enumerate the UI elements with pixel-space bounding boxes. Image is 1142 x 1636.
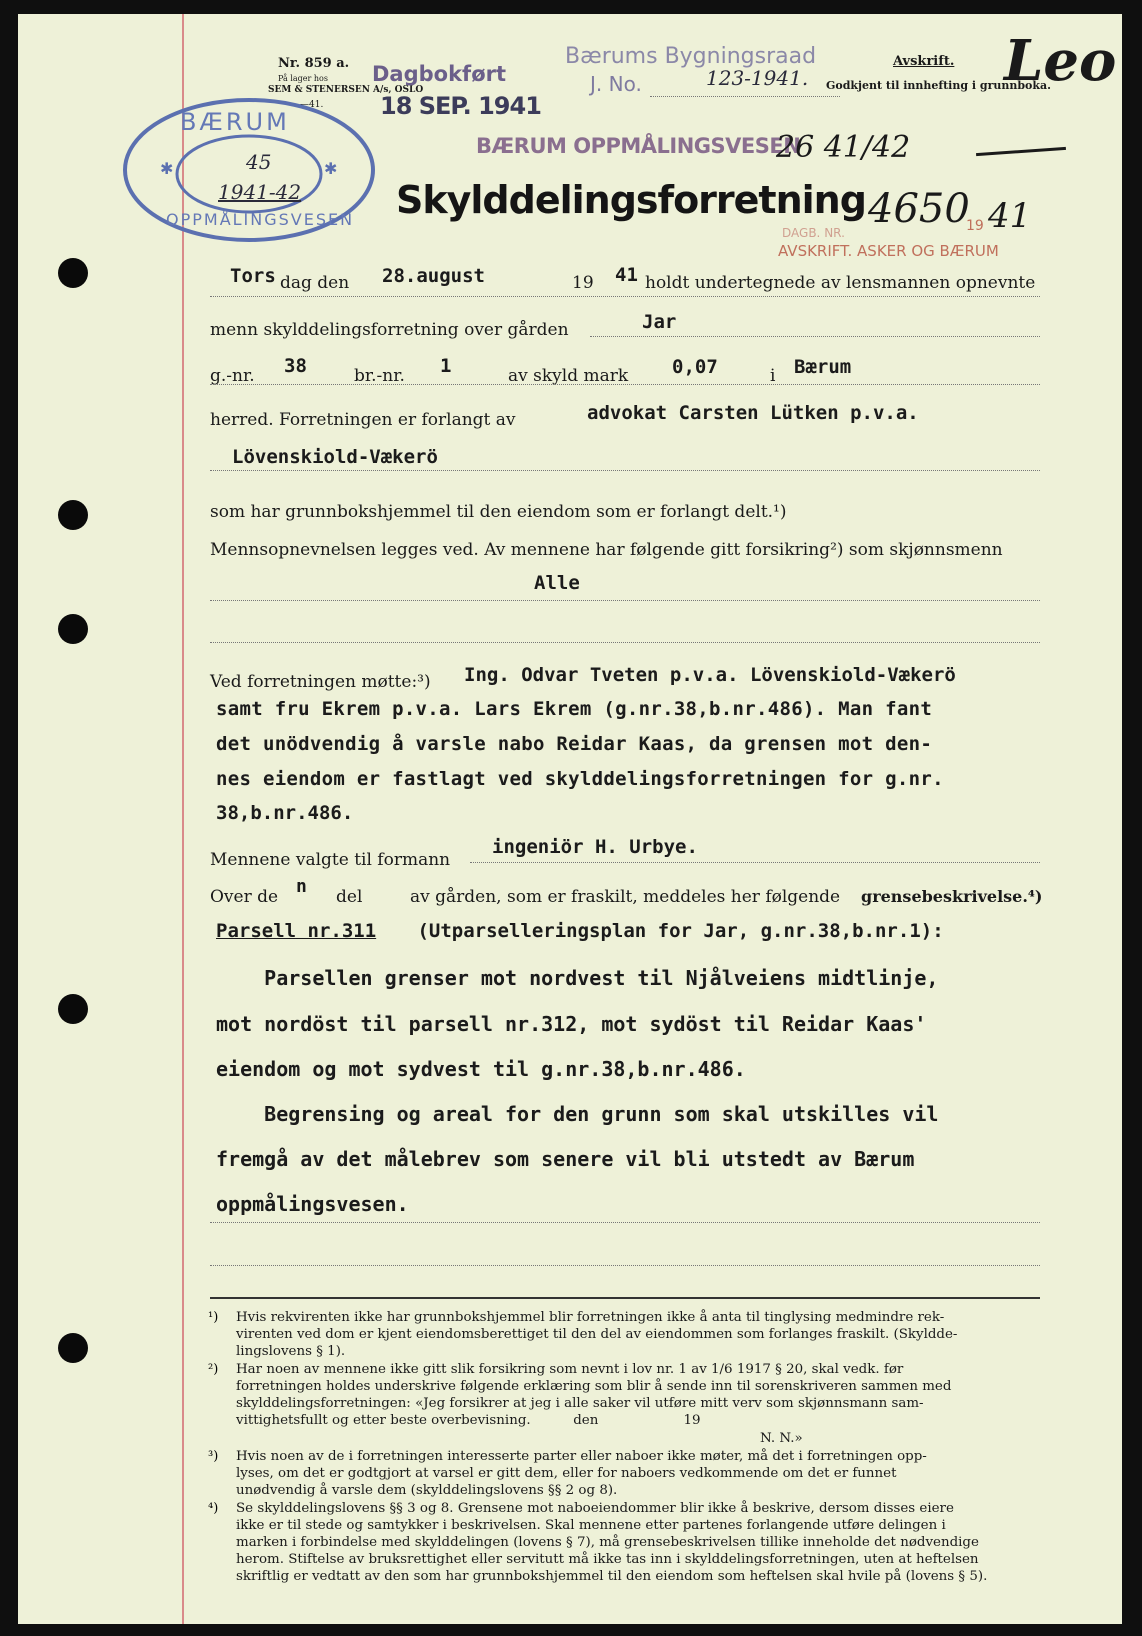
i-label: i bbox=[770, 366, 776, 386]
mote-label: Ved forretningen møtte:³) bbox=[210, 672, 431, 692]
mote-line: nes eiendom er fastlagt ved skylddelingsforretningen for g.nr. bbox=[216, 768, 944, 790]
line-dots bbox=[210, 1222, 1040, 1223]
line-dots bbox=[210, 600, 1040, 601]
dagb-year: 41 bbox=[988, 196, 1032, 236]
day-prefix: Tors bbox=[230, 265, 276, 287]
forsikring-value: Alle bbox=[534, 572, 580, 594]
line1-tail: holdt undertegnede av lensmannen opnevnte bbox=[645, 273, 1036, 293]
line-dots bbox=[210, 642, 1040, 643]
bygningsraad-stamp: Bærums Bygningsraad bbox=[565, 44, 817, 69]
line-dots bbox=[470, 862, 1040, 863]
desc-line: oppmålingsvesen. bbox=[216, 1192, 409, 1216]
avskrift-stamp: AVSKRIFT. ASKER OG BÆRUM bbox=[778, 242, 999, 260]
footnote-line: vittighetsfullt og etter beste overbevisning. den 19 bbox=[236, 1413, 701, 1428]
mote-line: Ing. Odvar Tveten p.v.a. Lövenskiold-Vækerö bbox=[464, 664, 956, 686]
footnote-line: ikke er til stede og samtykker i beskrivelsen. Skal mennene etter partenes forlangende utføre delingen i bbox=[236, 1518, 946, 1533]
footnote-line: lyses, om det er godtgjort at varsel er gitt dem, eller for naboers vedkommende om det er funnet bbox=[236, 1466, 897, 1481]
mennsop-line: Mennsopnevnelsen legges ved. Av mennene har følgende gitt forsikring²) som skjønnsmenn bbox=[210, 540, 1003, 560]
mote-line: samt fru Ekrem p.v.a. Lars Ekrem (g.nr.38,b.nr.486). Man fant bbox=[216, 698, 933, 720]
footnote-line: lingslovens § 1). bbox=[236, 1344, 346, 1359]
over-n: n bbox=[296, 876, 307, 897]
bnr-value: 1 bbox=[440, 355, 452, 377]
farm-name: Jar bbox=[642, 311, 677, 333]
line-dots bbox=[210, 384, 1040, 385]
round-stamp-top: BÆRUM bbox=[180, 108, 290, 136]
formann-label: Mennene valgte til formann bbox=[210, 850, 451, 870]
municipality: Bærum bbox=[794, 356, 852, 378]
footnote-line: Har noen av mennene ikke gitt slik forsikring som nevnt i lov nr. 1 av 1/6 1917 § 20, skal vedk. før bbox=[236, 1362, 904, 1377]
footnote-mark: ⁴) bbox=[208, 1501, 219, 1516]
parsell-title: Parsell nr.311 bbox=[216, 920, 377, 942]
oppmaling-stamp: BÆRUM OPPMÅLINGSVESEN bbox=[476, 134, 801, 158]
over-de: Over de bbox=[210, 887, 279, 907]
parsell-rest: (Utparselleringsplan for Jar, g.nr.38,b.nr.1): bbox=[406, 920, 944, 942]
gnr-label: g.-nr. bbox=[210, 366, 255, 386]
godkjent-text: Godkjent til innhefting i grunnboka. bbox=[826, 79, 1051, 92]
binder-hole bbox=[58, 258, 88, 288]
binder-hole bbox=[58, 500, 88, 530]
printer-line: På lager hos bbox=[278, 74, 328, 83]
gnr-value: 38 bbox=[284, 355, 307, 377]
round-stamp-year: 1941-42 bbox=[218, 180, 302, 204]
line-dots bbox=[210, 1265, 1040, 1266]
dagb-year-prefix: 19 bbox=[966, 218, 984, 234]
desc-line: eiendom og mot sydvest til g.nr.38,b.nr.486. bbox=[216, 1057, 746, 1081]
footnote-line: skriftlig er vedtatt av den som har grunnbokshjemmel til den eiendom som heftelsen skal hvile på (lovens § 5). bbox=[236, 1569, 988, 1584]
desc-line: Parsellen grenser mot nordvest til Njålveiens midtlinje, bbox=[216, 966, 939, 990]
jno-label: J. No. bbox=[590, 72, 642, 96]
svg-text:✱: ✱ bbox=[324, 159, 338, 178]
round-stamp-bottom: OPPMÅLINGSVESEN bbox=[166, 210, 355, 229]
herred-label: herred. Forretningen er forlangt av bbox=[210, 410, 516, 430]
footnote-line: Hvis noen av de i forretningen interesserte parter eller naboer ikke møter, må det i forretningen opp- bbox=[236, 1449, 927, 1464]
skyld-value: 0,07 bbox=[672, 356, 718, 378]
formann-value: ingeniör H. Urbye. bbox=[492, 836, 698, 858]
dagb-label: DAGB. NR. bbox=[782, 226, 845, 240]
requester-line2: Lövenskiold-Vækerö bbox=[232, 446, 438, 468]
day-suffix: dag den bbox=[280, 273, 350, 293]
avskrift-label: Avskrift. bbox=[893, 54, 955, 69]
svg-text:✱: ✱ bbox=[160, 159, 174, 178]
year-prefix: 19 bbox=[572, 273, 594, 293]
binder-hole bbox=[58, 614, 88, 644]
printer-line: —41. bbox=[300, 100, 324, 110]
desc-line: fremgå av det målebrev som senere vil bli utstedt av Bærum bbox=[216, 1147, 915, 1171]
dagbokfort-label: Dagbokført bbox=[372, 62, 507, 86]
dagbokfort-date: 18 SEP. 1941 bbox=[380, 92, 541, 120]
footnote-line: herom. Stiftelse av bruksrettighet eller servitutt må ikke tas inn i skylddelingsforretningen, uten at heftelsen bbox=[236, 1552, 979, 1567]
oppmaling-number: 26 41/42 bbox=[776, 130, 911, 165]
footnote-rule bbox=[210, 1297, 1040, 1299]
footnote-mark: ²) bbox=[208, 1362, 219, 1377]
requester: advokat Carsten Lütken p.v.a. bbox=[587, 402, 919, 424]
footnote-line: skylddelingsforretningen: «Jeg forsikrer at jeg i alle saker vil utføre mitt verv som skjønnsmann sam- bbox=[236, 1396, 924, 1411]
line2-label: menn skylddelingsforretning over gården bbox=[210, 320, 569, 340]
footnote-line: unødvendig å varsle dem (skylddelingslovens §§ 2 og 8). bbox=[236, 1483, 618, 1498]
hjemmel-line: som har grunnbokshjemmel til den eiendom som er forlangt delt.¹) bbox=[210, 502, 787, 522]
footnote-mark: ¹) bbox=[208, 1310, 219, 1325]
line-dots bbox=[210, 296, 1040, 297]
skyld-label: av skyld mark bbox=[508, 366, 629, 386]
mote-line: det unödvendig å varsle nabo Reidar Kaas, da grensen mot den- bbox=[216, 733, 933, 755]
footnote-line: virenten ved dom er kjent eiendomsberettiget til den del av eiendommen som forlanges fraskilt. (Skyldde- bbox=[236, 1327, 958, 1342]
footnote-line: marken i forbindelse med skylddelingen (lovens § 7), må grensebeskrivelsen tillike inneholde det nødvendige bbox=[236, 1535, 979, 1550]
over-del: del bbox=[336, 887, 363, 907]
printer-line: SEM & STENERSEN A/s, OSLO bbox=[268, 85, 424, 95]
page-title: Skylddelingsforretning bbox=[396, 178, 866, 222]
desc-line: mot nordöst til parsell nr.312, mot sydöst til Reidar Kaas' bbox=[216, 1012, 927, 1036]
mote-line: 38,b.nr.486. bbox=[216, 802, 354, 824]
footnote-signature: N. N.» bbox=[760, 1431, 803, 1446]
date-value: 28.august bbox=[382, 265, 485, 287]
margin-line bbox=[182, 14, 184, 1624]
footnote-line: Hvis rekvirenten ikke har grunnbokshjemmel blir forretningen ikke å anta til tinglysing medmindre rek- bbox=[236, 1310, 945, 1325]
line-dots bbox=[210, 470, 1040, 471]
binder-hole bbox=[58, 994, 88, 1024]
binder-hole bbox=[58, 1333, 88, 1363]
approval-initials: Leo bbox=[1004, 28, 1117, 94]
jno-value: 123-1941. bbox=[706, 66, 809, 90]
dagb-number: 4650 bbox=[868, 186, 970, 232]
footnote-line: forretningen holdes underskrive følgende erklæring som blir å sende inn til sorenskriveren sammen med bbox=[236, 1379, 952, 1394]
footnote-line: Se skylddelingslovens §§ 3 og 8. Grensene mot naboeiendommer blir ikke å beskrive, dersom disses eiere bbox=[236, 1501, 954, 1516]
desc-line: Begrensing og areal for den grunn som skal utskilles vil bbox=[216, 1102, 939, 1126]
form-number: Nr. 859 a. bbox=[278, 56, 350, 71]
round-stamp-nr: 45 bbox=[246, 150, 272, 174]
year-value: 41 bbox=[615, 264, 638, 286]
jno-dotline bbox=[650, 96, 840, 97]
line-dots bbox=[590, 336, 1040, 337]
grensebeskrivelse-label: grensebeskrivelse.⁴) bbox=[861, 887, 1043, 906]
over-tail: av gården, som er fraskilt, meddeles her følgende bbox=[410, 887, 841, 907]
footnote-mark: ³) bbox=[208, 1449, 219, 1464]
bnr-label: br.-nr. bbox=[354, 366, 405, 386]
